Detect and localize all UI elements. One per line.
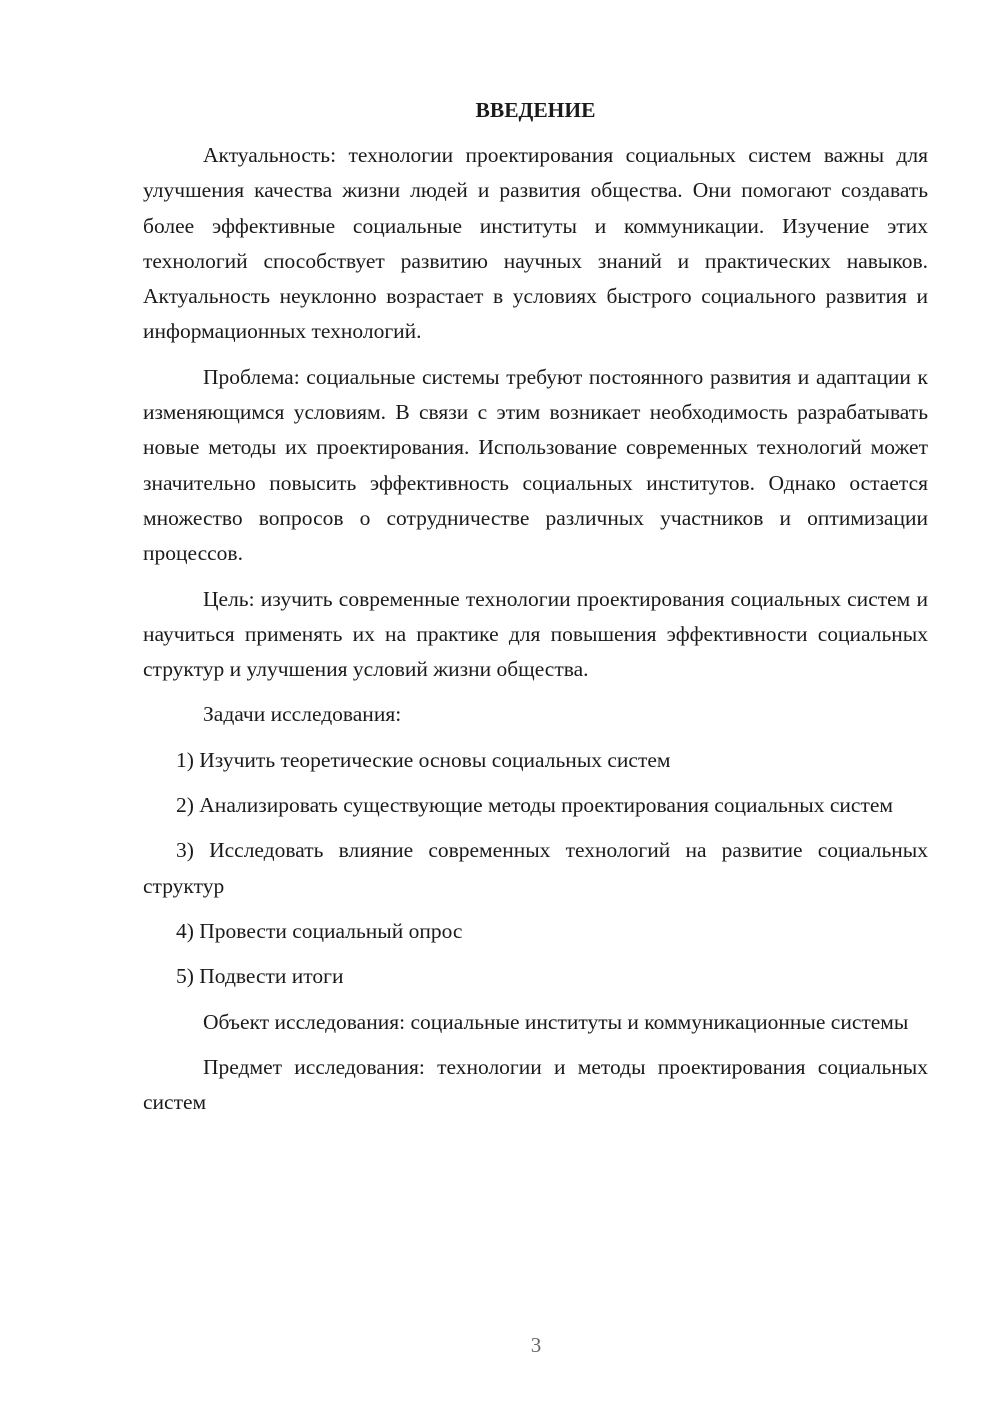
task-item-3: 3) Исследовать влияние современных технологий на развитие социальных структур xyxy=(143,838,928,898)
problem-paragraph: Проблема: социальные системы требуют постоянного развития и адаптации к изменяющимся условиям. В связи с этим возникает необходимость разрабатывать новые методы их проектирования. Использование современных технологий может значительно повысить эффективность социальных институтов. Однако остается множество вопросов о сотрудничестве различных участников и оптимизации процессов. xyxy=(143,364,928,566)
task-item-2: 2) Анализировать существующие методы проектирования социальных систем xyxy=(176,793,893,818)
task-item-1: 1) Изучить теоретические основы социальных систем xyxy=(176,747,671,772)
goal-paragraph: Цель: изучить современные технологии проектирования социальных систем и научиться применять их на практике для повышения эффективности социальных структур и улучшения условий жизни общества. xyxy=(143,586,928,682)
task-item-5: 5) Подвести итоги xyxy=(176,964,344,989)
page-content xyxy=(143,93,928,1130)
subject-paragraph: Предмет исследования: технологии и методы проектирования социальных систем xyxy=(143,1054,928,1115)
tasks-heading: Задачи исследования: xyxy=(203,702,402,727)
page-number: 3 xyxy=(530,1333,542,1357)
object-paragraph: Объект исследования: социальные институты и коммуникационные системы xyxy=(203,1009,909,1034)
task-item-4: 4) Провести социальный опрос xyxy=(176,918,463,943)
page-title: ВВЕДЕНИЕ xyxy=(475,98,596,122)
relevance-paragraph: Актуальность: технологии проектирования социальных систем важны для улучшения качества жизни людей и развития общества. Они помогают создавать более эффективные социальные институты и коммуникации. Изучение этих технологий способствует развитию научных знаний и практических навыков. Актуальность неуклонно возрастает в условиях быстрого социального развития и информационных технологий. xyxy=(143,143,928,344)
